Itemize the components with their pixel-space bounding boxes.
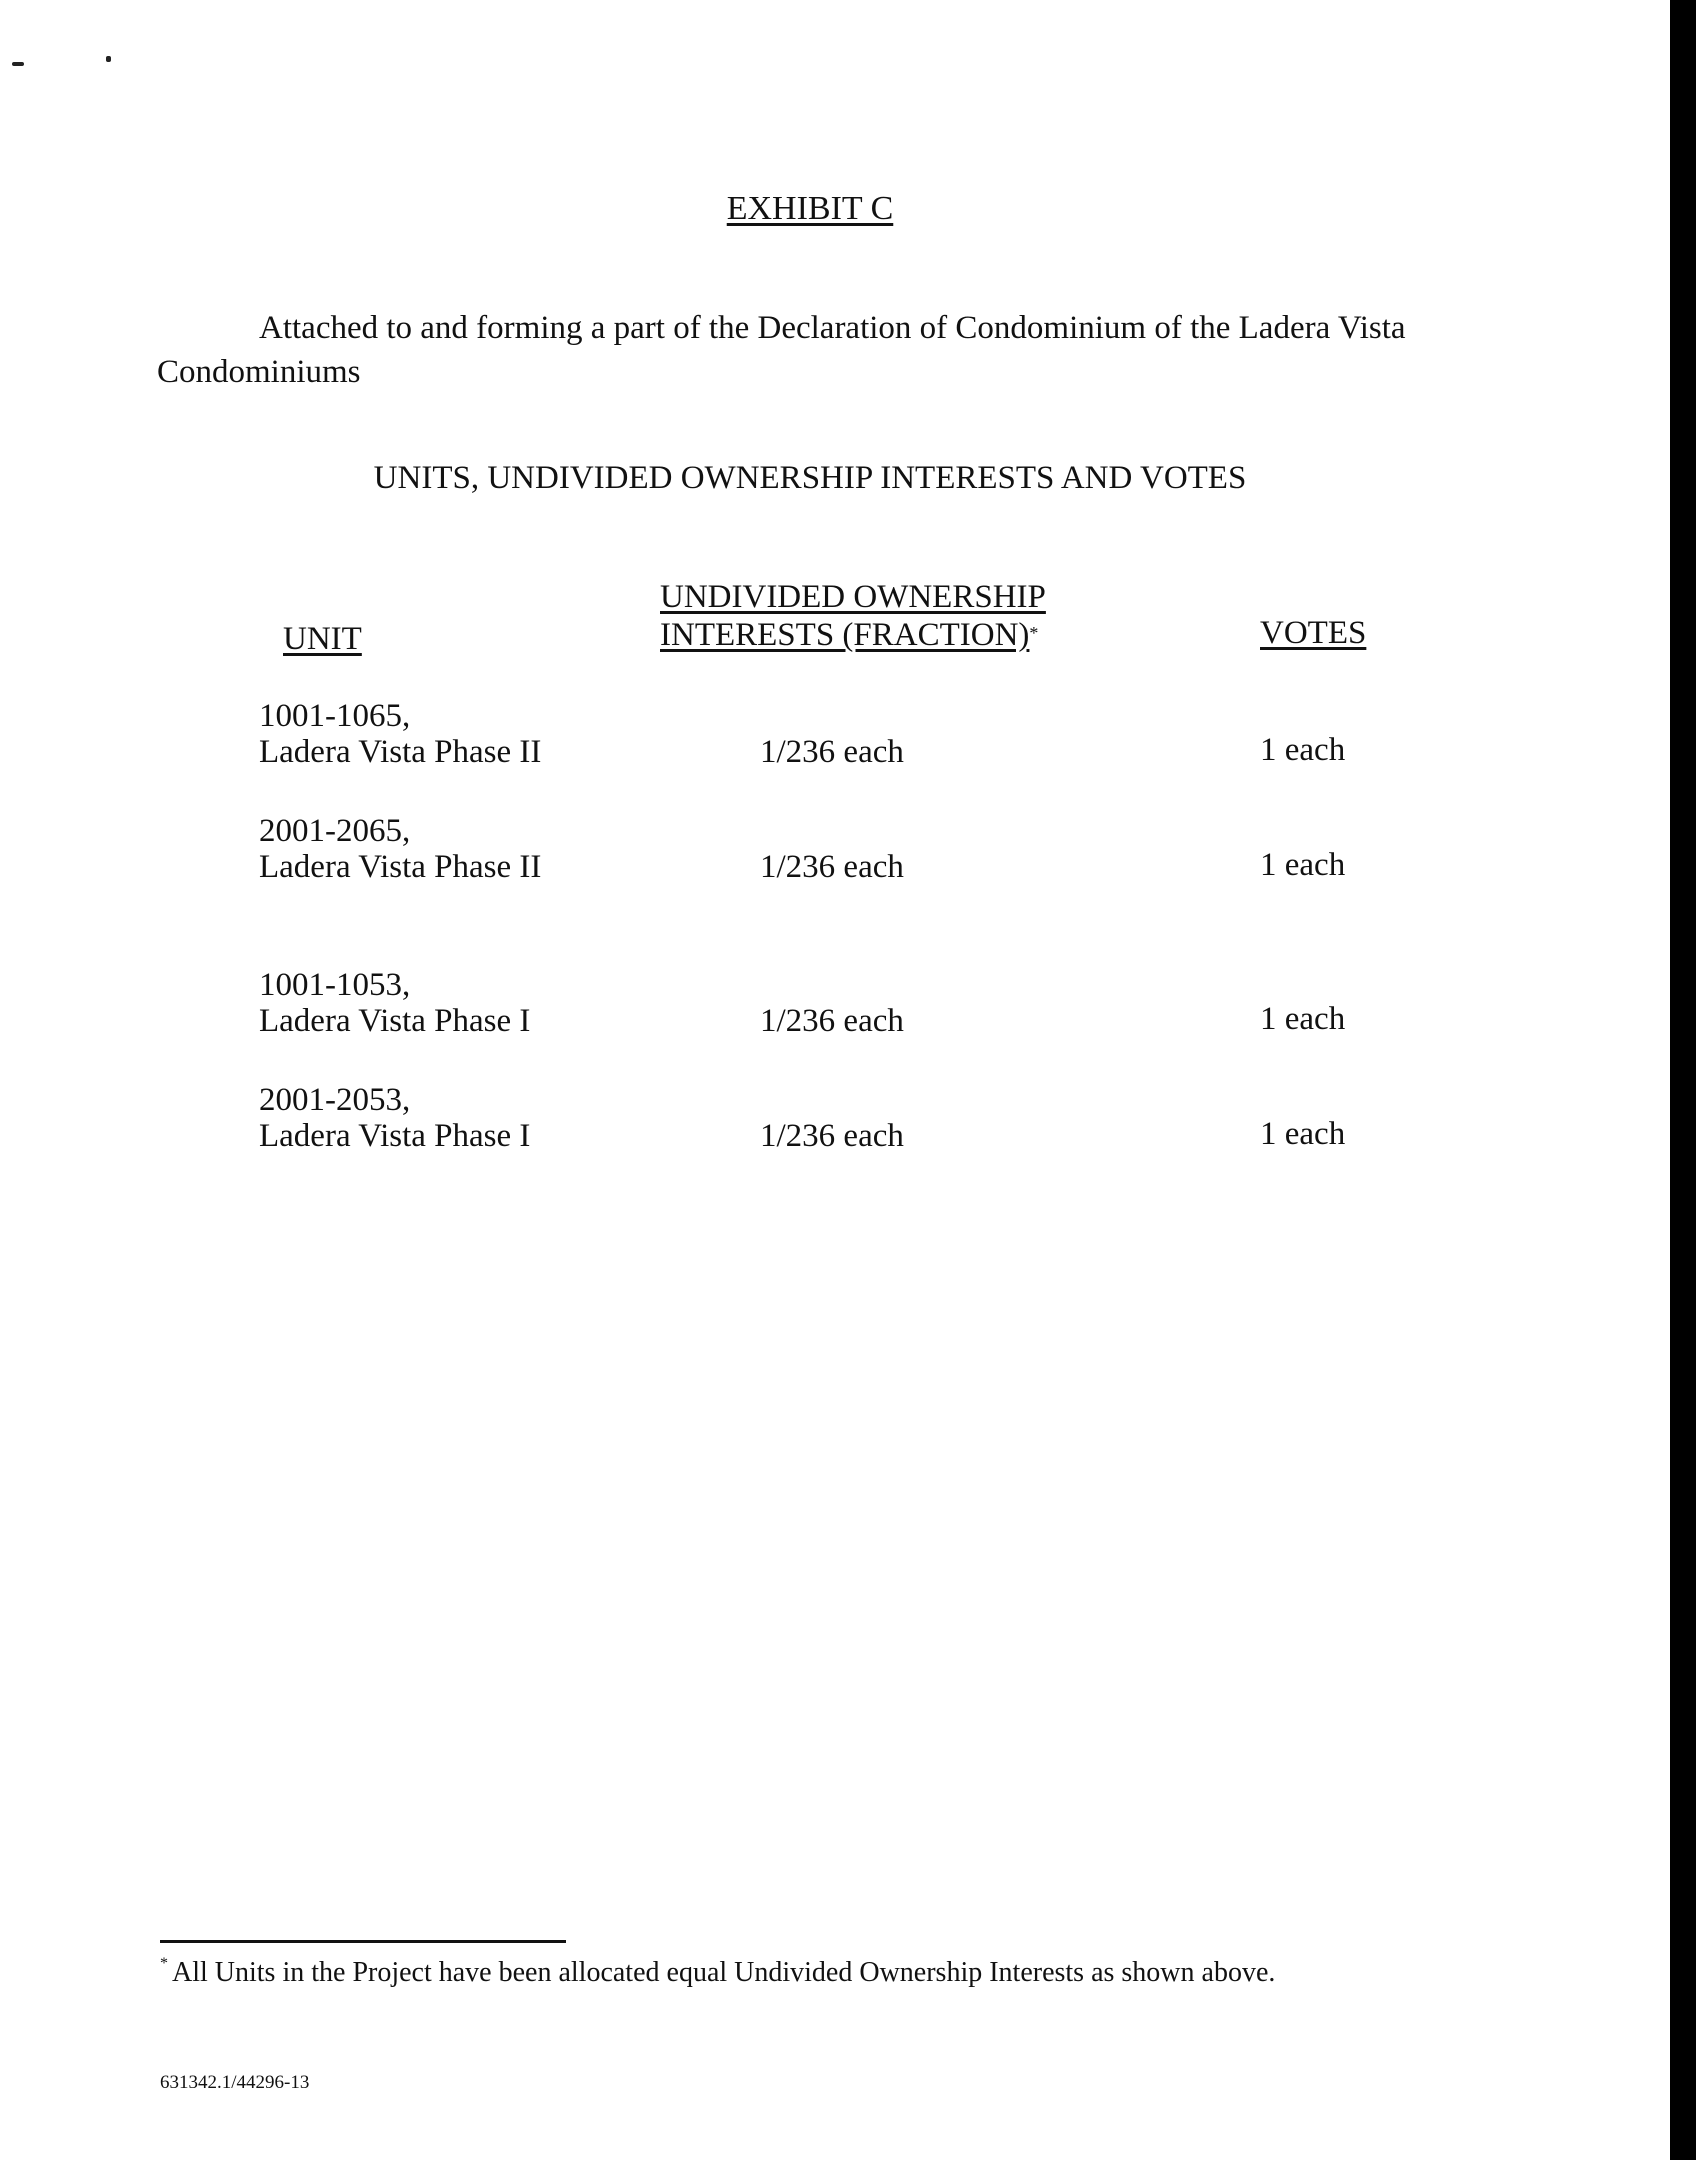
footnote-marker: * — [160, 1955, 168, 1972]
votes-cell: 1 each — [1260, 1116, 1346, 1152]
unit-cell — [259, 1082, 679, 1154]
votes-cell: 1 each — [1260, 1001, 1346, 1037]
unit-cell — [259, 698, 679, 770]
unit-phase: Ladera Vista Phase I — [259, 1003, 531, 1039]
column-header-votes-label: VOTES — [1260, 615, 1367, 651]
unit-range: 2001-2065, — [259, 813, 411, 849]
column-header-interest-line1: UNDIVIDED OWNERSHIP — [660, 579, 1046, 615]
unit-phase: Ladera Vista Phase II — [259, 734, 542, 770]
intro-paragraph: Attached to and forming a part of the Declaration of Condominium of the Ladera Vista Condominiums — [157, 310, 1406, 390]
column-header-unit-label: UNIT — [283, 621, 362, 657]
footnote-text: All Units in the Project have been allocated equal Undivided Ownership Interests as shown above. — [172, 1957, 1276, 1988]
unit-cell — [259, 813, 679, 885]
interest-cell: 1/236 each — [760, 1003, 904, 1039]
unit-cell — [259, 967, 679, 1039]
interest-cell: 1/236 each — [760, 734, 904, 770]
votes-cell: 1 each — [1260, 732, 1346, 768]
column-header-unit — [283, 620, 362, 658]
unit-phase: Ladera Vista Phase II — [259, 849, 542, 885]
votes-cell: 1 each — [1260, 847, 1346, 883]
column-header-interest-line2: INTERESTS (FRACTION) — [660, 617, 1030, 653]
footnote — [160, 1957, 1275, 1989]
document-number: 631342.1/44296-13 — [160, 2072, 310, 2093]
section-heading: UNITS, UNDIVIDED OWNERSHIP INTERESTS AND VOTES — [373, 460, 1247, 496]
exhibit-title: EXHIBIT C — [726, 190, 894, 227]
column-header-interest — [660, 578, 1046, 654]
column-header-votes — [1260, 614, 1366, 652]
unit-range: 1001-1053, — [259, 967, 411, 1003]
unit-phase: Ladera Vista Phase I — [259, 1118, 531, 1154]
interest-cell: 1/236 each — [760, 849, 904, 885]
unit-range: 2001-2053, — [259, 1082, 411, 1118]
scan-speck — [12, 62, 24, 66]
interest-cell: 1/236 each — [760, 1118, 904, 1154]
unit-range: 1001-1065, — [259, 698, 411, 734]
scan-speck — [106, 56, 111, 62]
footnote-divider — [160, 1940, 566, 1943]
footnote-marker: * — [1029, 623, 1039, 643]
scan-edge-bar — [1670, 0, 1696, 2160]
